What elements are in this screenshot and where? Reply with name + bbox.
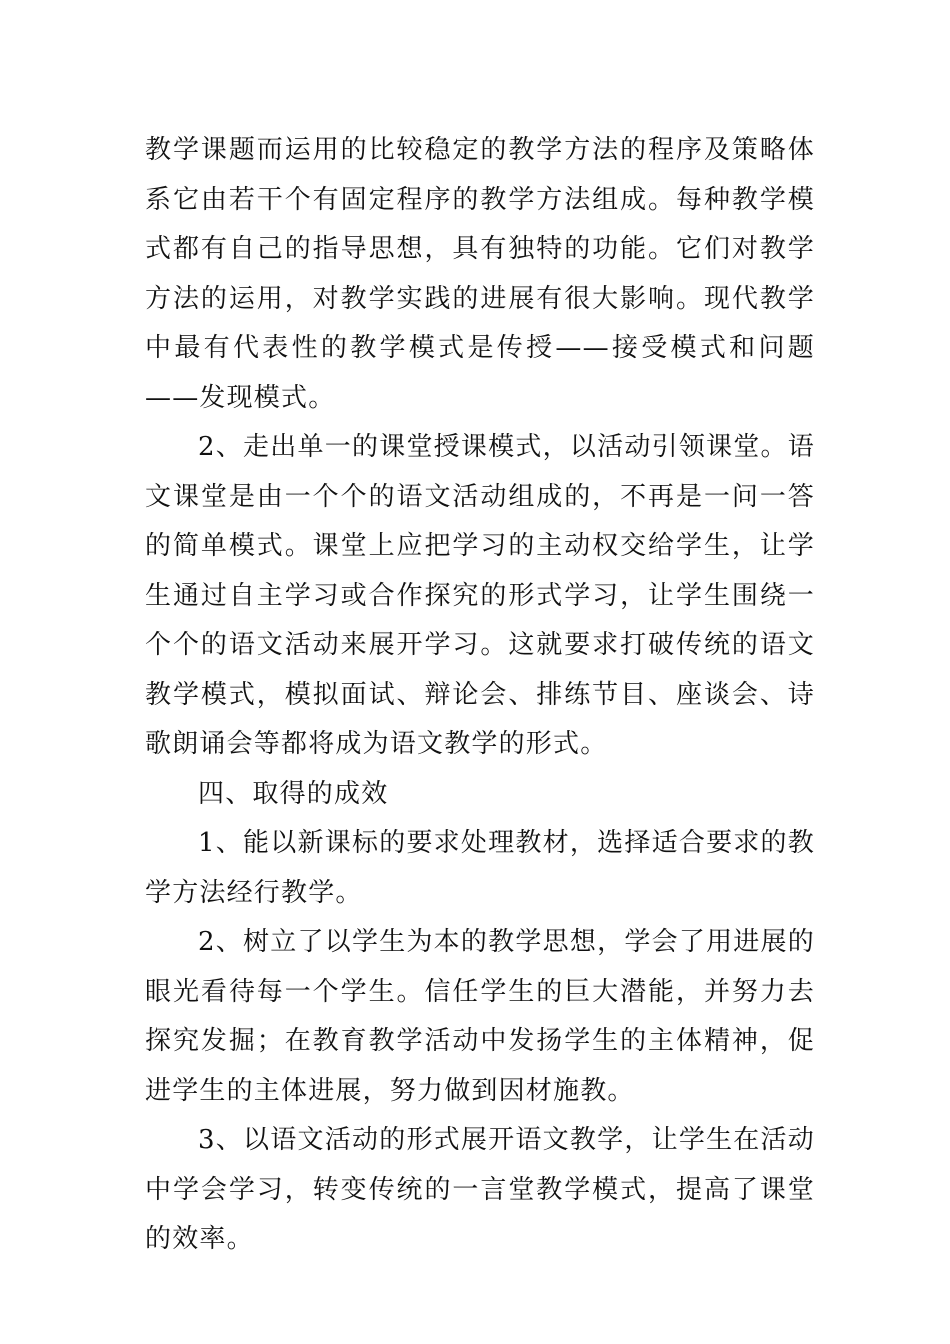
paragraph-point-2-activities: 2、走出单一的课堂授课模式，以活动引领课堂。语文课堂是由一个个的语文活动组成的，不再是一问一答的简单模式。课堂上应把学习的主动权交给学生，让学生通过自主学习或合作探究的形式学习，让学生围绕一个个的语文活动来展开学习。这就要求打破传统的语文教学模式，模拟面试、辩论会、排练节目、座谈会、诗歌朗诵会等都将成为语文教学的形式。 xyxy=(145,432,815,759)
section-heading-results: 四、取得的成效 xyxy=(198,778,389,809)
paragraph-result-3: 3、以语文活动的形式展开语文教学，让学生在活动中学会学习，转变传统的一言堂教学模式，提高了课堂的效率。 xyxy=(145,1125,815,1254)
document-body xyxy=(145,126,815,1265)
paragraph-result-1: 1、能以新课标的要求处理教材，选择适合要求的教学方法经行教学。 xyxy=(145,828,815,908)
paragraph-result-2: 2、树立了以学生为本的教学思想，学会了用进展的眼光看待每一个学生。信任学生的巨大潜能，并努力去探究发掘；在教育教学活动中发扬学生的主体精神，促进学生的主体进展，努力做到因材施教。 xyxy=(145,927,815,1106)
paragraph-continued: 教学课题而运用的比较稳定的教学方法的程序及策略体系它由若干个有固定程序的教学方法组成。每种教学模式都有自己的指导思想，具有独特的功能。它们对教学方法的运用，对教学实践的进展有很大影响。现代教学中最有代表性的教学模式是传授——接受模式和问题——发现模式。 xyxy=(145,135,815,413)
